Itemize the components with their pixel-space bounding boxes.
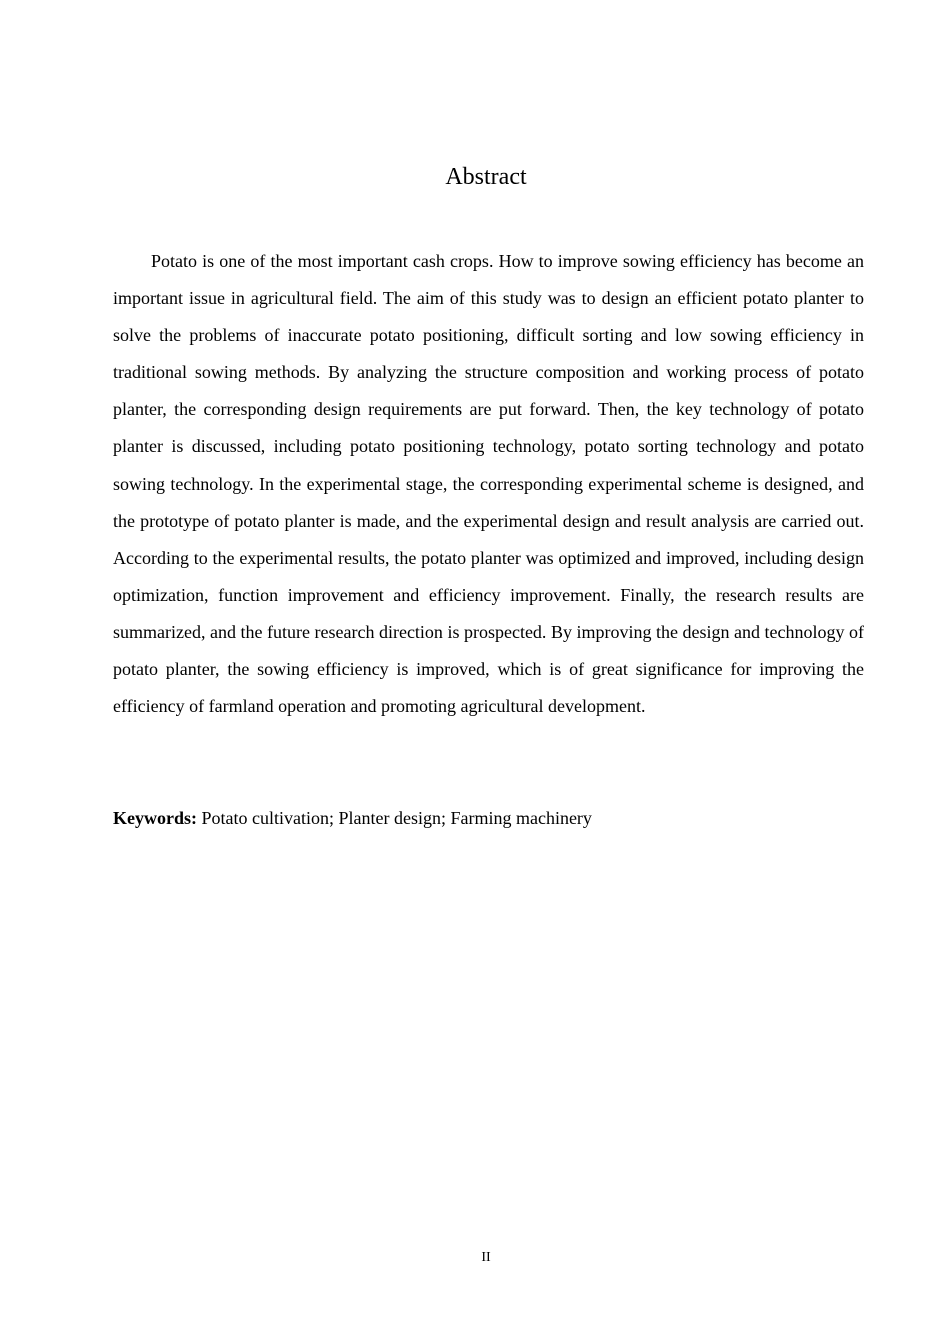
abstract-title: Abstract bbox=[445, 164, 527, 190]
keywords-list: Potato cultivation; Planter design; Farming machinery bbox=[197, 808, 592, 828]
page-number: II bbox=[481, 1250, 491, 1265]
keywords-line bbox=[113, 801, 864, 835]
abstract-paragraph: Potato is one of the most important cash crops. How to improve sowing efficiency has become an important issue in agricultural field. The aim of this study was to design an efficient potato planter to solve the problems of inaccurate potato positioning, difficult sorting and low sowing efficiency in traditional sowing methods. By analyzing the structure composition and working process of potato planter, the corresponding design requirements are put forward. Then, the key technology of potato planter is discussed, including potato positioning technology, potato sorting technology and potato sowing technology. In the experimental stage, the corresponding experimental scheme is designed, and the prototype of potato planter is made, and the experimental design and result analysis are carried out. According to the experimental results, the potato planter was optimized and improved, including design optimization, function improvement and efficiency improvement. Finally, the research results are summarized, and the future research direction is prospected. By improving the design and technology of potato planter, the sowing efficiency is improved, which is of great significance for improving the efficiency of farmland operation and promoting agricultural development. bbox=[113, 251, 864, 717]
keywords-label: Keywords: bbox=[113, 808, 197, 828]
